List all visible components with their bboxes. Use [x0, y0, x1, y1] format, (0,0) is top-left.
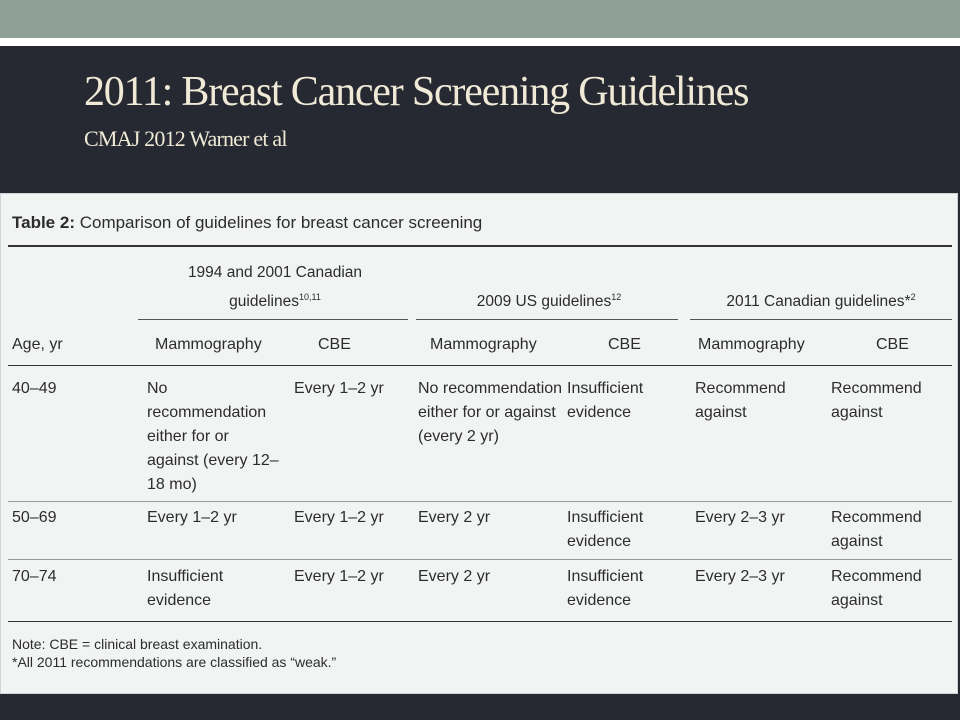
table-cell-mammography-2011: Every 2–3 yr: [695, 509, 785, 526]
caption-rule: [8, 245, 952, 247]
table-cell-mammography-1994: Every 1–2 yr: [147, 509, 237, 526]
header-rule: [8, 365, 952, 366]
column-header-mammography-2009: Mammography: [430, 336, 537, 353]
group-underline-1: [138, 319, 408, 320]
row-divider: [8, 559, 952, 560]
table-cell-age: 50–69: [12, 509, 57, 526]
table-caption: [12, 211, 482, 235]
table-cell-cbe-2009: Insufficient evidence: [567, 568, 644, 609]
table-cell-mammography-1994: Insufficient evidence: [147, 568, 224, 609]
table-cell-mammography-2009: No recommendation either for or against (every 2 yr): [418, 380, 563, 445]
group-header-ref: 10,11: [298, 292, 321, 302]
group-header-label: 2011 Canadian guidelines*: [726, 293, 911, 311]
group-header-label: 2009 US guidelines: [476, 293, 612, 311]
table-cell-cbe-1994: Every 1–2 yr: [294, 509, 384, 526]
table-note: Note: CBE = clinical breast examination.: [12, 636, 263, 652]
column-header-mammography-1994: Mammography: [155, 336, 262, 353]
slide-subtitle: CMAJ 2012 Warner et al: [84, 126, 287, 151]
column-header-cbe-2011: CBE: [876, 336, 909, 353]
top-accent-bar: [0, 0, 960, 38]
table-footnote: *All 2011 recommendations are classified as “weak.”: [12, 654, 337, 670]
group-header-2011-canadian: [690, 285, 952, 314]
group-underline-2: [416, 319, 678, 320]
column-header-age: Age, yr: [12, 336, 63, 353]
guidelines-table-image: [0, 193, 958, 694]
slide-title: 2011: Breast Cancer Screening Guidelines: [84, 69, 749, 115]
table-cell-cbe-2011: Recommend against: [831, 380, 922, 421]
table-cell-age: 40–49: [12, 380, 57, 397]
row-divider: [8, 501, 952, 502]
group-header-2009-us: [418, 285, 680, 314]
table-cell-mammography-2011: Every 2–3 yr: [695, 568, 785, 585]
group-header-label: 1994 and 2001 Canadian guidelines: [187, 264, 363, 311]
table-cell-cbe-2009: Insufficient evidence: [567, 380, 644, 421]
table-cell-mammography-2009: Every 2 yr: [418, 568, 491, 585]
table-bottom-rule: [8, 621, 952, 622]
column-header-cbe-1994: CBE: [318, 336, 351, 353]
table-cell-mammography-1994: No recommendation either for or against (every 12–18 mo): [147, 380, 279, 493]
table-cell-mammography-2009: Every 2 yr: [418, 509, 491, 526]
column-header-mammography-2011: Mammography: [698, 336, 805, 353]
table-cell-cbe-2011: Recommend against: [831, 568, 922, 609]
table-cell-cbe-2009: Insufficient evidence: [567, 509, 644, 550]
table-cell-age: 70–74: [12, 568, 57, 585]
table-caption-text: Comparison of guidelines for breast cancer screening: [74, 213, 483, 232]
group-header-ref: 12: [611, 292, 622, 302]
group-header-1994-2001: [140, 261, 410, 314]
group-header-ref: 2: [910, 292, 916, 302]
group-underline-3: [690, 319, 952, 320]
top-divider: [0, 38, 960, 46]
column-header-cbe-2009: CBE: [608, 336, 641, 353]
table-cell-mammography-2011: Recommend against: [695, 380, 786, 421]
table-cell-cbe-1994: Every 1–2 yr: [294, 380, 384, 397]
table-caption-label: Table 2:: [12, 213, 75, 232]
table-cell-cbe-1994: Every 1–2 yr: [294, 568, 384, 585]
table-cell-cbe-2011: Recommend against: [831, 509, 922, 550]
